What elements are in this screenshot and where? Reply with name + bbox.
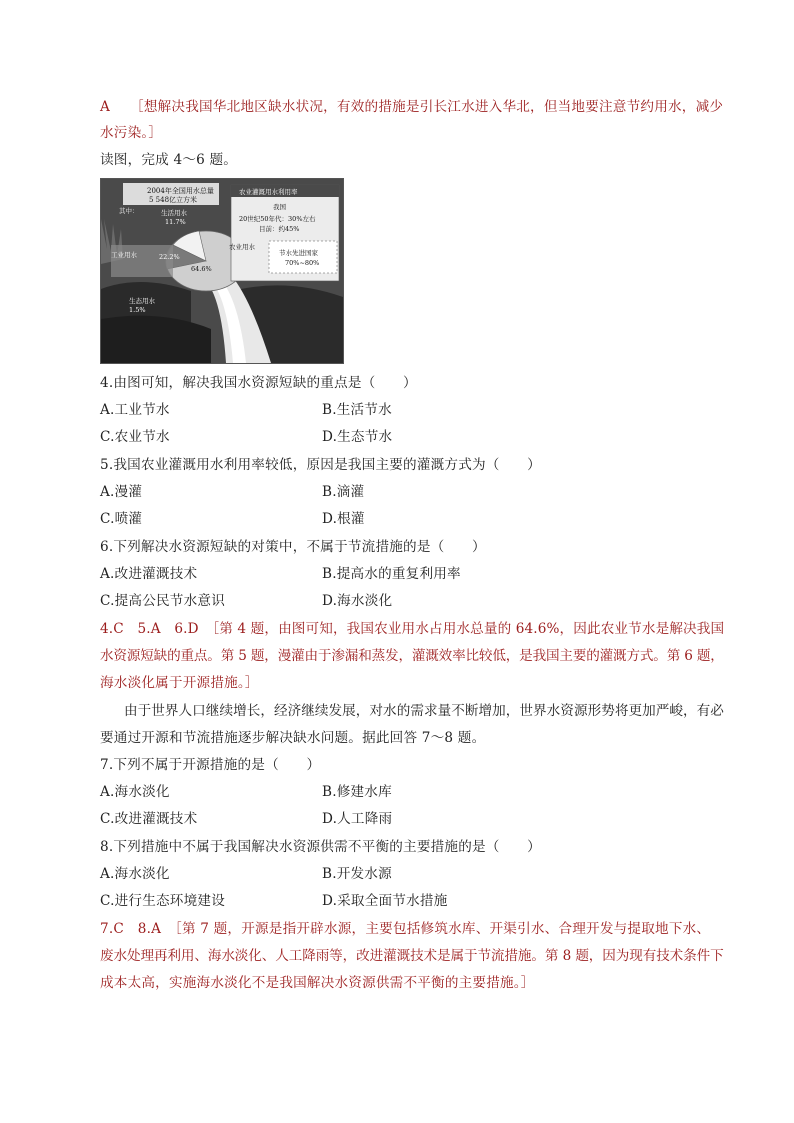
fig-industry-value: 22.2%	[159, 253, 180, 261]
fig-title-2: 5 548亿立方米	[149, 196, 198, 204]
q4-option-b: B.生活节水	[322, 402, 392, 418]
fig-life-label: 生活用水	[161, 209, 187, 217]
passage-line2: 要通过开源和节流措施逐步解决缺水问题。据此回答 7～8 题。	[100, 730, 486, 746]
q7-stem: 7.下列不属于开源措施的是（ ）	[100, 757, 321, 773]
passage-line1: 由于世界人口继续增长，经济继续发展，对水的需求量不断增加，世界水资源形势将更加严峻，有必	[124, 703, 724, 719]
fig-box-adv: 节水先进国家	[279, 249, 318, 257]
q8-option-a: A.海水淡化	[100, 866, 170, 882]
q6-stem: 6.下列解决水资源短缺的对策中，不属于节流措施的是（ ）	[100, 539, 486, 555]
q5-option-d: D.根灌	[322, 511, 365, 527]
answer-4-6-line3: 海水淡化属于开源措施。］	[100, 675, 259, 691]
q6-option-d: D.海水淡化	[322, 593, 393, 609]
answer-7-8-line3: 成本太高，实施海水淡化不是我国解决水资源供需不平衡的主要措施。］	[100, 975, 535, 991]
intro-answer-line1	[100, 97, 723, 117]
q4-option-c: C.农业节水	[100, 429, 170, 445]
q5-stem: 5.我国农业灌溉用水利用率较低，原因是我国主要的灌溉方式为（ ）	[100, 457, 541, 473]
q8-option-d: D.采取全面节水措施	[322, 893, 448, 909]
q5-option-b: B.滴灌	[322, 484, 365, 500]
fig-qizhong: 其中：	[119, 207, 139, 215]
fig-box-country: 我国	[273, 203, 286, 211]
answer-7-8-line2: 废水处理再利用、海水淡化、人工降雨等，改进灌溉技术是属于节流措施。第 8 题，因为现有技术条件下	[100, 948, 724, 964]
q6-option-b: B.提高水的重复利用率	[322, 566, 461, 582]
answer-4-6-line1: 4.C 5.A 6.D ［第 4 题，由图可知，我国农业用水占用水总量的 64.6%，因此农业节水是解决我国	[100, 621, 725, 637]
fig-box-title: 农业灌溉用水利用率	[239, 188, 298, 196]
q8-option-c: C.进行生态环境建设	[100, 893, 225, 909]
intro-answer-text: ［想解决我国华北地区缺水状况，有效的措施是引长江水进入华北，但当地要注意节约用水，减少	[130, 99, 724, 115]
fig-eco-value: 1.5%	[129, 306, 146, 314]
answer-7-8-line1: 7.C 8.A ［第 7 题，开源是指开辟水源，主要包括修筑水库、开渠引水、合理开发与提取地下水、	[100, 921, 711, 937]
answer-4-6-line2: 水资源短缺的重点。第 5 题，漫灌由于渗漏和蒸发，灌溉效率比较低，是我国主要的灌溉方式。第 6 题，	[100, 648, 724, 664]
intro-answer-letter: A	[100, 99, 111, 115]
q6-option-a: A.改进灌溉技术	[100, 566, 198, 582]
fig-agri-label: 农业用水	[229, 243, 255, 251]
q8-stem: 8.下列措施中不属于我国解决水资源供需不平衡的主要措施的是（ ）	[100, 839, 541, 855]
fig-agri-value: 64.6%	[191, 265, 212, 273]
q4-option-d: D.生态节水	[322, 429, 393, 445]
q5-option-c: C.喷灌	[100, 511, 143, 527]
water-use-figure	[100, 178, 344, 364]
fig-box-adv-value: 70%~80%	[285, 259, 320, 267]
fig-industry-label: 工业用水	[111, 251, 137, 259]
fig-title-1: 2004年全国用水总量	[147, 187, 214, 195]
q7-option-b: B.修建水库	[322, 784, 392, 800]
q4-stem: 4.由图可知，解决我国水资源短缺的重点是（ ）	[100, 375, 417, 391]
q4-option-a: A.工业节水	[100, 402, 170, 418]
fig-box-now: 目前：约45%	[259, 225, 300, 233]
fig-box-1950: 20世纪50年代：30%左右	[239, 215, 316, 223]
instruction-4-6: 读图，完成 4～6 题。	[100, 152, 238, 168]
q7-option-c: C.改进灌溉技术	[100, 811, 198, 827]
q8-option-b: B.开发水源	[322, 866, 392, 882]
fig-eco-label: 生态用水	[129, 297, 155, 305]
q6-option-c: C.提高公民节水意识	[100, 593, 225, 609]
q7-option-d: D.人工降雨	[322, 811, 393, 827]
intro-answer-line2: 水污染。］	[100, 125, 163, 141]
q7-option-a: A.海水淡化	[100, 784, 170, 800]
fig-life-value: 11.7%	[165, 218, 186, 226]
q5-option-a: A.漫灌	[100, 484, 143, 500]
